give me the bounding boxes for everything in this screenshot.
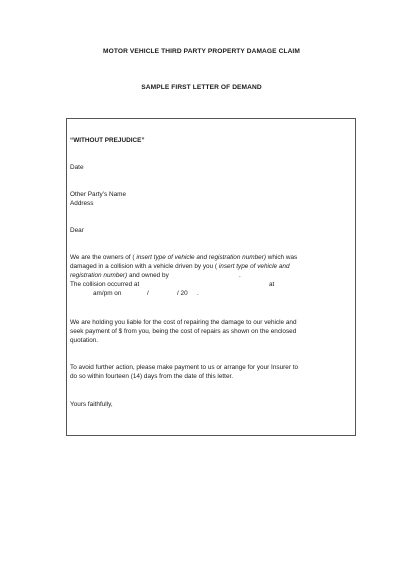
p1-line-5-slash: /	[147, 290, 149, 297]
p1-text: We are the owners of (	[70, 254, 137, 261]
paragraph-3-line-2: do so within fourteen (14) days from the date of this letter.	[70, 373, 234, 380]
p1-line-5-year: / 20	[177, 290, 188, 297]
p1-placeholder: insert type of vehicle and registration number)	[136, 254, 266, 261]
p1-line-5-period: .	[197, 290, 199, 297]
paragraph-1-line-3	[70, 272, 169, 280]
paragraph-2-line-3: quotation.	[70, 337, 99, 344]
recipient-name: Other Party’s Name	[70, 191, 126, 198]
p1-line-4-at: at	[269, 281, 275, 288]
recipient-address: Address	[70, 200, 94, 207]
p1-line-3-period: .	[239, 272, 241, 279]
document-title: MOTOR VEHICLE THIRD PARTY PROPERTY DAMAGE CLAIM	[103, 48, 300, 55]
paragraph-2-line-1: We are holding you liable for the cost of repairing the damage to our vehicle and	[70, 319, 297, 326]
p1-placeholder: insert type of vehicle and	[218, 263, 290, 270]
p1-line-5-ampm: am/pm on	[93, 290, 122, 297]
p1-text: which was	[265, 254, 298, 261]
letter-box	[66, 118, 356, 436]
paragraph-3-line-1: To avoid further action, please make payment to us or arrange for your Insurer to	[70, 364, 299, 371]
document-subtitle: SAMPLE FIRST LETTER OF DEMAND	[141, 84, 262, 91]
paragraph-2-line-2: seek payment of $ from you, being the cost of repairs as shown on the enclosed	[70, 328, 297, 335]
paragraph-1-line-1	[70, 254, 297, 262]
without-prejudice-label: “WITHOUT PREJUDICE”	[70, 137, 145, 144]
closing: Yours faithfully,	[70, 401, 113, 408]
salutation: Dear	[70, 227, 84, 234]
paragraph-1-line-2	[70, 263, 290, 271]
p1-text: damaged in a collision with a vehicle driven by you (	[70, 263, 219, 270]
p1-placeholder: registration number)	[70, 272, 128, 279]
date-label: Date	[70, 164, 84, 171]
p1-text: and owned by	[127, 272, 169, 279]
paragraph-1-line-4: The collision occurred at	[70, 281, 140, 288]
